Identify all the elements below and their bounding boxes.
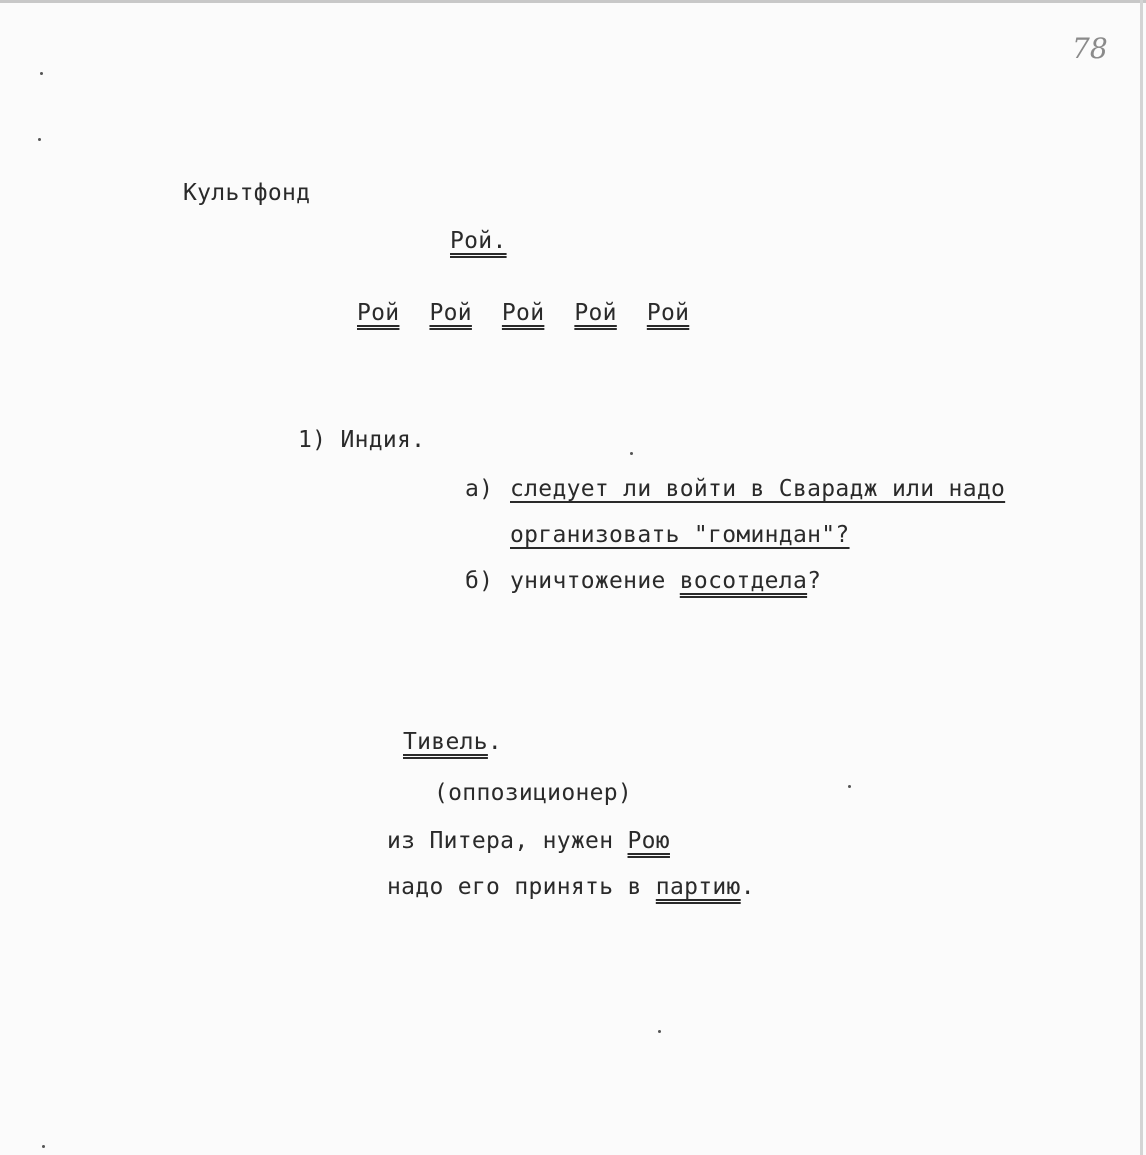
tivel-line1-plain: из Питера, нужен [387, 828, 628, 854]
roy-word: Рой [429, 300, 472, 326]
paper-speck [848, 785, 851, 788]
roy-repeated-row [357, 298, 689, 328]
section-1-label: 1) Индия. [298, 427, 426, 453]
item-b-plain: уничтожение [510, 568, 680, 594]
roy-word: Рой [646, 300, 690, 326]
roy-word: Рой [501, 300, 545, 326]
title [450, 226, 507, 256]
tivel-name: Тивель [403, 729, 488, 755]
roy-word: Рой [357, 300, 400, 326]
page-top-edge [0, 0, 1146, 3]
tivel-line2-underlined: партию [655, 874, 741, 900]
paper-speck [38, 138, 41, 141]
heading: Культфонд [183, 180, 311, 206]
tivel-line1 [387, 826, 670, 856]
paper-speck [42, 1145, 45, 1148]
page-right-edge [1140, 0, 1143, 1155]
title-text: Рой. [450, 228, 507, 254]
tivel-line2-plain: надо его принять в [387, 874, 656, 900]
item-a-marker: а) [465, 476, 494, 502]
tivel-heading [403, 727, 502, 757]
item-a-line2-text: организовать "гоминдан"? [510, 522, 850, 548]
page-number: 78 [1072, 32, 1108, 65]
item-b-marker: б) [465, 568, 494, 594]
tivel-note: (оппозиционер) [434, 780, 633, 806]
item-a-line1 [510, 474, 1005, 504]
roy-word: Рой [574, 300, 617, 326]
item-b-line [510, 566, 821, 596]
tivel-line1-underlined: Рою [627, 828, 670, 854]
paper-speck [658, 1030, 661, 1033]
tivel-name-end: . [487, 729, 503, 755]
tivel-line2 [387, 872, 755, 902]
item-b-underlined: восотдела [679, 568, 808, 594]
item-a-line1-text: следует ли войти в Сварадж или надо [510, 476, 1006, 502]
item-a-line2 [510, 520, 850, 550]
paper-speck [40, 72, 43, 75]
paper-speck [630, 452, 633, 455]
tivel-line2-end: . [740, 874, 755, 900]
item-b-end: ? [807, 568, 822, 594]
